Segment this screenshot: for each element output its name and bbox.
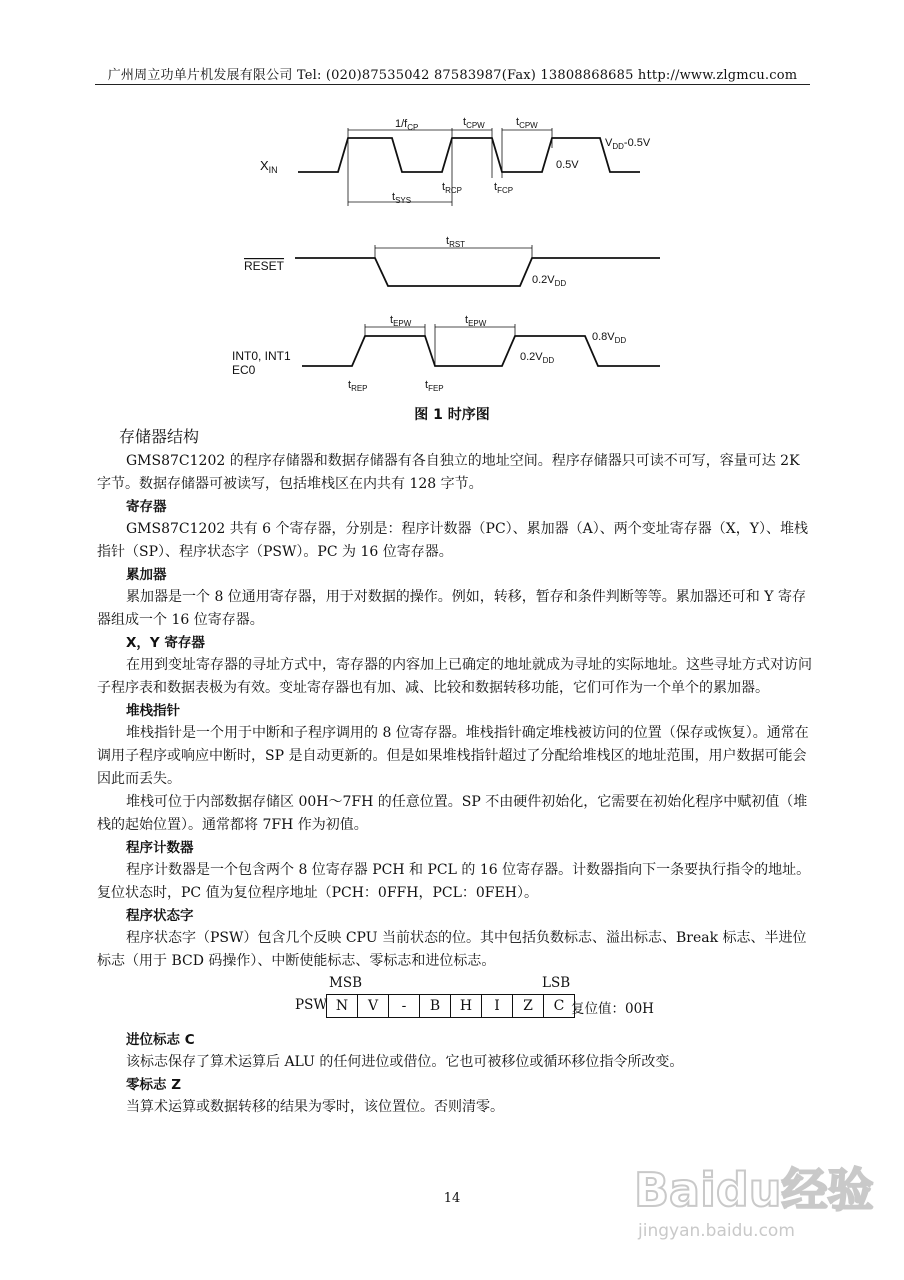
psw-bits: [326, 994, 575, 1018]
psw-bit: Z: [513, 995, 544, 1018]
intro-paragraph: GMS87C1202 的程序存储器和数据存储器有各自独立的地址空间。程序存储器只可读不可写，容量可达 2K 字节。数据存储器可被读写，包括堆栈区在内共有 128 字节。: [97, 453, 800, 492]
zero-paragraph: 当算术运算或数据转移的结果为零时，该位置位。否则清零。: [126, 1099, 504, 1115]
xy-paragraph: 在用到变址寄存器的寻址方式中，寄存器的内容加上已确定的地址就成为寻址的实际地址。这些寻址方式对访问子程序表和数据表极为有效。变址寄存器也有加、减、比较和数据转移功能，它们可作为一个单个的累加器。: [97, 657, 812, 696]
psw-bit: B: [420, 995, 451, 1018]
psw-bit: H: [451, 995, 482, 1018]
timing-diagram: [220, 108, 690, 398]
psw-bit: -: [389, 995, 420, 1018]
svg-text:tSYS: $t_{SYS}$: [392, 191, 412, 205]
psw-paragraph: 程序状态字（PSW）包含几个反映 CPU 当前状态的位。其中包括负数标志、溢出标志、Break 标志、半进位标志（用于 BCD 码操作）、中断使能标志、零标志和进位标志。: [97, 930, 807, 969]
sp-paragraph-1: 堆栈指针是一个用于中断和子程序调用的 8 位寄存器。堆栈指针确定堆栈被访问的位置（保存或恢复）。通常在调用子程序或响应中断时，SP 是自动更新的。但是如果堆栈指针超过了分配给堆栈区的地址范围，用户数据可能会因此而丢失。: [97, 725, 809, 787]
svg-text:jingyan.baidu.com: jingyan.baidu.com: [638, 1221, 795, 1241]
psw-bit: C: [544, 995, 575, 1018]
psw-msb-label: MSB: [329, 975, 362, 991]
sp-heading: 堆栈指针: [126, 703, 180, 719]
sp-paragraph-2: 堆栈可位于内部数据存储区 00H～7FH 的任意位置。SP 不由硬件初始化，它需要在初始化程序中赋初值（堆栈的起始位置）。通常都将 7FH 作为初值。: [97, 794, 808, 833]
svg-text:tCPW: $t_{CPW}$: [516, 116, 538, 130]
carry-paragraph: 该标志保存了算术运算后 ALU 的任何进位或借位。它也可被移位或循环移位指令所改变。: [126, 1054, 684, 1070]
svg-text:0.2VDD: $0.2V_{DD}$: [520, 351, 555, 365]
svg-text:tCPW: $t_{CPW}$: [463, 116, 485, 130]
page-number: 14: [443, 1191, 461, 1206]
registers-heading: 寄存器: [126, 499, 167, 515]
xy-heading: X，Y 寄存器: [126, 635, 205, 651]
svg-text:tRCP: $t_{RCP}$: [442, 181, 462, 195]
xin-waveform: [298, 138, 640, 172]
psw-reset-value: 复位值：00H: [571, 1001, 654, 1017]
int-label-2: EC0: [232, 363, 256, 377]
psw-heading: 程序状态字: [126, 908, 194, 924]
baidu-watermark: [624, 1148, 874, 1248]
svg-text:tFEP: $t_{FEP}$: [425, 379, 444, 393]
psw-register-table: [97, 975, 815, 1027]
document-body: [97, 426, 815, 1119]
svg-text:0.8VDD: $0.8V_{DD}$: [592, 331, 627, 345]
pc-paragraph: 程序计数器是一个包含两个 8 位寄存器 PCH 和 PCL 的 16 位寄存器。计数器指向下一条要执行指令的地址。复位状态时，PC 值为复位程序地址（PCH：0FFH，PCL：0FEH）。: [97, 862, 811, 901]
svg-text:VDD-0.5V: $V_{DD}-0.5V$: [605, 137, 651, 151]
zero-heading: 零标志 Z: [126, 1077, 181, 1093]
svg-text:tEPW: $t_{EPW}$: [465, 314, 487, 328]
int-label-1: INT0, INT1: [232, 349, 291, 363]
section-title: 存储器结构: [119, 427, 200, 446]
reset-waveform: [295, 258, 660, 286]
page-header: 广州周立功单片机发展有限公司 Tel: (020)87535042 87583987(Fax) 13808868685 http://www.zlgmcu.com: [107, 68, 798, 83]
svg-text:tRST: $t_{RST}$: [446, 235, 466, 249]
svg-text:0.2VDD: $0.2V_{DD}$: [532, 274, 567, 288]
psw-lsb-label: LSB: [542, 975, 571, 991]
psw-label: PSW: [295, 997, 328, 1013]
svg-text:tREP: $t_{REP}$: [348, 379, 368, 393]
header-rule: [95, 84, 810, 85]
svg-text:Baidu经验: Baidu经验: [634, 1163, 874, 1217]
accumulator-heading: 累加器: [126, 567, 167, 583]
carry-heading: 进位标志 C: [126, 1032, 195, 1048]
figure-caption: 图 1 时序图: [414, 407, 490, 423]
xin-label: $X_{IN}$: [260, 158, 278, 175]
svg-text:0.5V: 0.5V: [556, 159, 579, 171]
pc-heading: 程序计数器: [126, 840, 194, 856]
psw-bit: V: [358, 995, 389, 1018]
reset-label: RESET: [244, 259, 285, 273]
svg-text:tFCP: $t_{FCP}$: [494, 181, 514, 195]
psw-bit: I: [482, 995, 513, 1018]
svg-text:tEPW: $t_{EPW}$: [390, 314, 412, 328]
svg-text:1/fCP: $1/f_{CP}$: [395, 118, 419, 132]
registers-paragraph: GMS87C1202 共有 6 个寄存器，分别是：程序计数器（PC）、累加器（A）、两个变址寄存器（X，Y）、堆栈指针（SP）、程序状态字（PSW）。PC 为 16 位寄存器。: [97, 521, 808, 560]
psw-bit: N: [327, 995, 358, 1018]
accumulator-paragraph: 累加器是一个 8 位通用寄存器，用于对数据的操作。例如，转移，暂存和条件判断等等。累加器还可和 Y 寄存器组成一个 16 位寄存器。: [97, 589, 806, 628]
